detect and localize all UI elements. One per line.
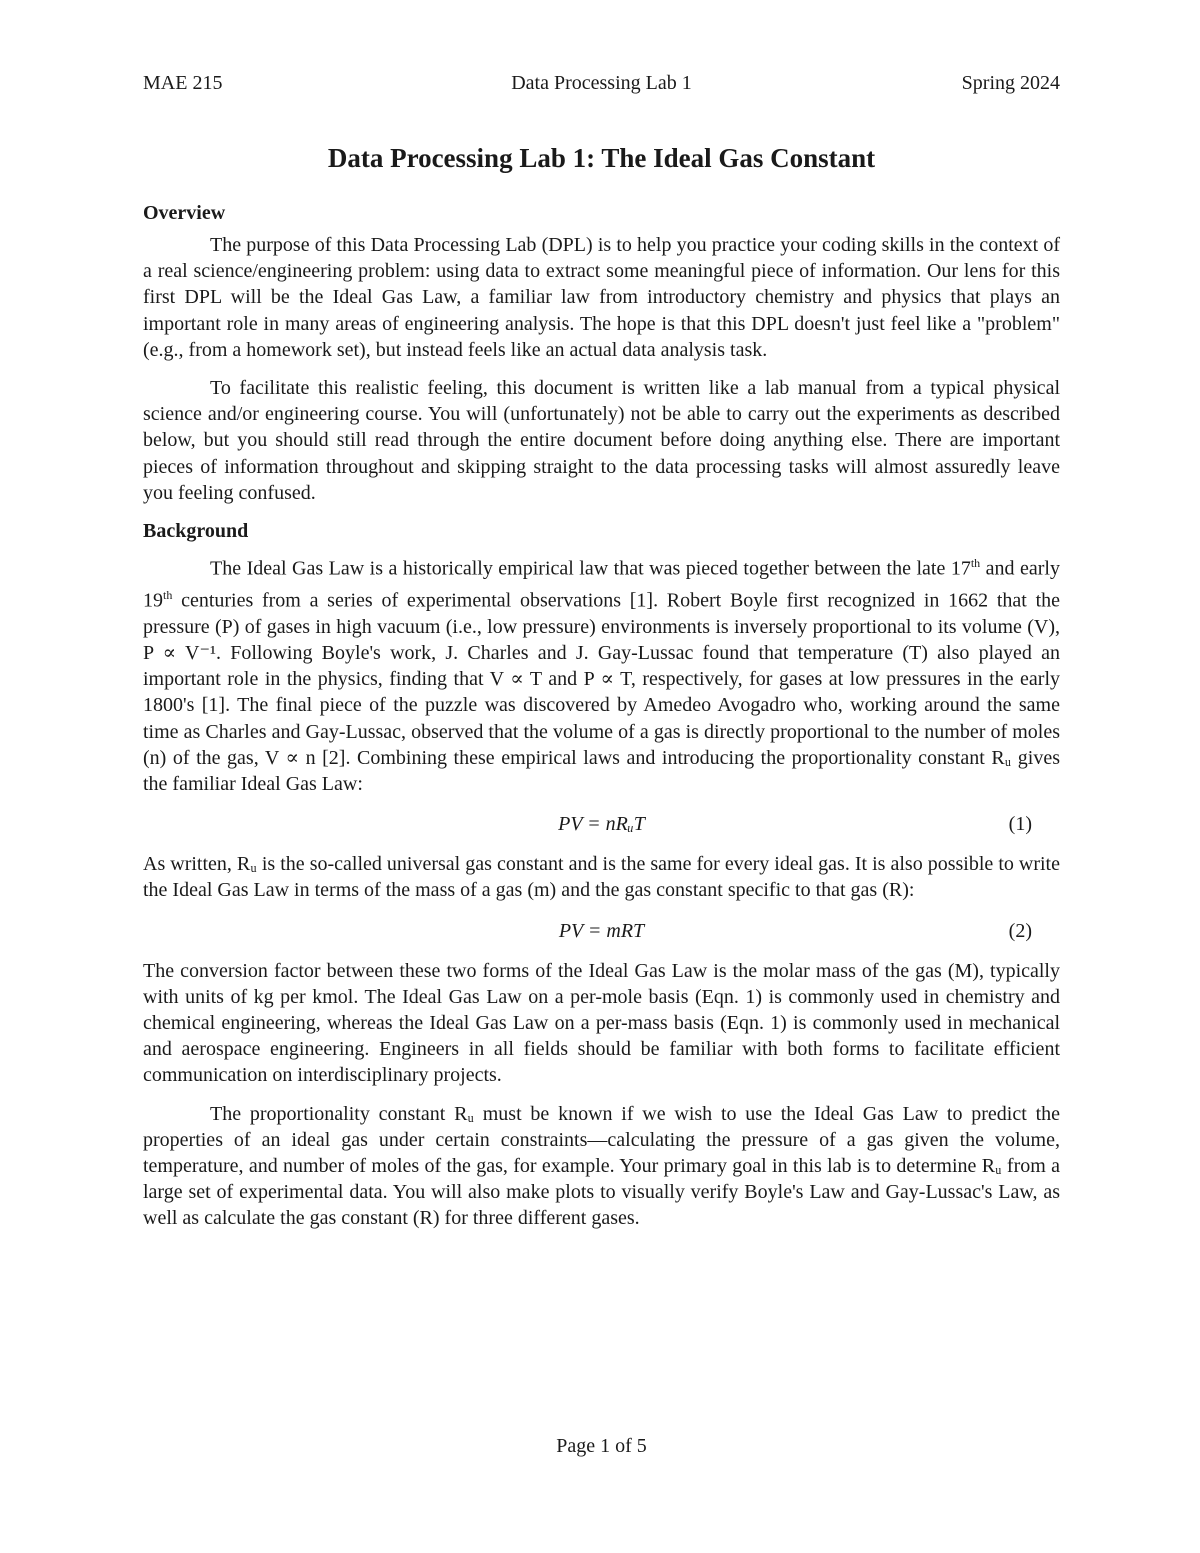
background-paragraph-2: As written, Rᵤ is the so-called universal gas constant and is the same for every ideal gas. It is also possible to write the Ideal Gas Law in terms of the mass of a gas (m) and the gas constant specific to that gas (R): [143, 853, 1060, 902]
page-header [143, 72, 1060, 102]
overview-heading: Overview [143, 202, 226, 224]
page-number: Page 1 of 5 [556, 1435, 647, 1457]
background-paragraph-3: The conversion factor between these two forms of the Ideal Gas Law is the molar mass of the gas (M), typically with units of kg per kmol. The Ideal Gas Law on a per-mole basis (Eqn. 1) is commonly used in chemistry and chemical engineering, whereas the Ideal Gas Law on a per-mass basis (Eqn. 1) is commonly used in mechanical and aerospace engineering. Engineers in all fields should be familiar with both forms to facilitate efficient communication on interdisciplinary projects. [143, 959, 1060, 1087]
header-term: Spring 2024 [961, 72, 1060, 94]
equation-1-number: (1) [1008, 813, 1032, 836]
document-title: Data Processing Lab 1: The Ideal Gas Constant [327, 143, 876, 173]
equation-1 [143, 809, 1060, 843]
bg-p1-text-a: The Ideal Gas Law is a historically empirical law that was pieced together between the late 17 [210, 557, 971, 580]
header-course: MAE 215 [143, 72, 223, 94]
equation-2-expression: PV = mRT [558, 919, 645, 942]
bg-p1-sup-1: th [970, 556, 981, 571]
bg-p1-text-b: and early 19 [143, 557, 1060, 612]
header-lab: Data Processing Lab 1 [511, 72, 692, 94]
equation-2 [143, 916, 1060, 950]
bg-p1-text-c: centuries from a series of experimental observations [1]. Robert Boyle first recognized in 1662 that the pressure (P) of gases in high vacuum (i.e., low pressure) environments is inversely proportional to its volume (V), P ∝ V⁻¹. Following Boyle's work, J. Charles and J. Gay-Lussac found that temperature (T) also played an important role in the physics, finding that V ∝ T and P ∝ T, respectively, for gases at low pressures in the early 1800's [1]. The final piece of the puzzle was discovered by Amedeo Avogadro who, working around the same time as Charles and Gay-Lussac, observed that the volume of a gas is directly proportional to the number of moles (n) of the gas, V ∝ n [2]. Combining these empirical laws and introducing the proportionality constant Rᵤ gives the familiar Ideal Gas Law: [143, 589, 1060, 795]
bg-p1-sup-2: th [163, 587, 173, 602]
background-paragraph-4: The proportionality constant Rᵤ must be known if we wish to use the Ideal Gas Law to predict the properties of an ideal gas under certain constraints—calculating the pressure of a gas given the volume, temperature, and number of moles of the gas, for example. Your primary goal in this lab is to determine Rᵤ from a large set of experimental data. You will also make plots to visually verify Boyle's Law and Gay-Lussac's Law, as well as calculate the gas constant (R) for three different gases. [143, 1102, 1060, 1230]
equation-1-expression: PV = nRᵤT [558, 813, 645, 836]
document-body [143, 200, 1060, 1244]
background-paragraph-1 [143, 550, 1060, 797]
background-heading: Background [143, 520, 249, 543]
overview-paragraph-2: To facilitate this realistic feeling, this document is written like a lab manual from a typical physical science and/or engineering course. You will (unfortunately) not be able to carry out the experiments as described below, but you should still read through the entire document before doing anything else. There are important pieces of information throughout and skipping straight to the data processing tasks will almost assuredly leave you feeling confused. [143, 377, 1060, 504]
equation-2-number: (2) [1008, 919, 1032, 942]
overview-paragraph-1: The purpose of this Data Processing Lab (DPL) is to help you practice your coding skills in the context of a real science/engineering problem: using data to extract some meaningful piece of information. Our lens for this first DPL will be the Ideal Gas Law, a familiar law from introductory chemistry and physics that plays an important role in many areas of engineering analysis. The hope is that this DPL doesn't just feel like a "problem" (e.g., from a homework set), but instead feels like an actual data analysis task. [143, 234, 1060, 361]
